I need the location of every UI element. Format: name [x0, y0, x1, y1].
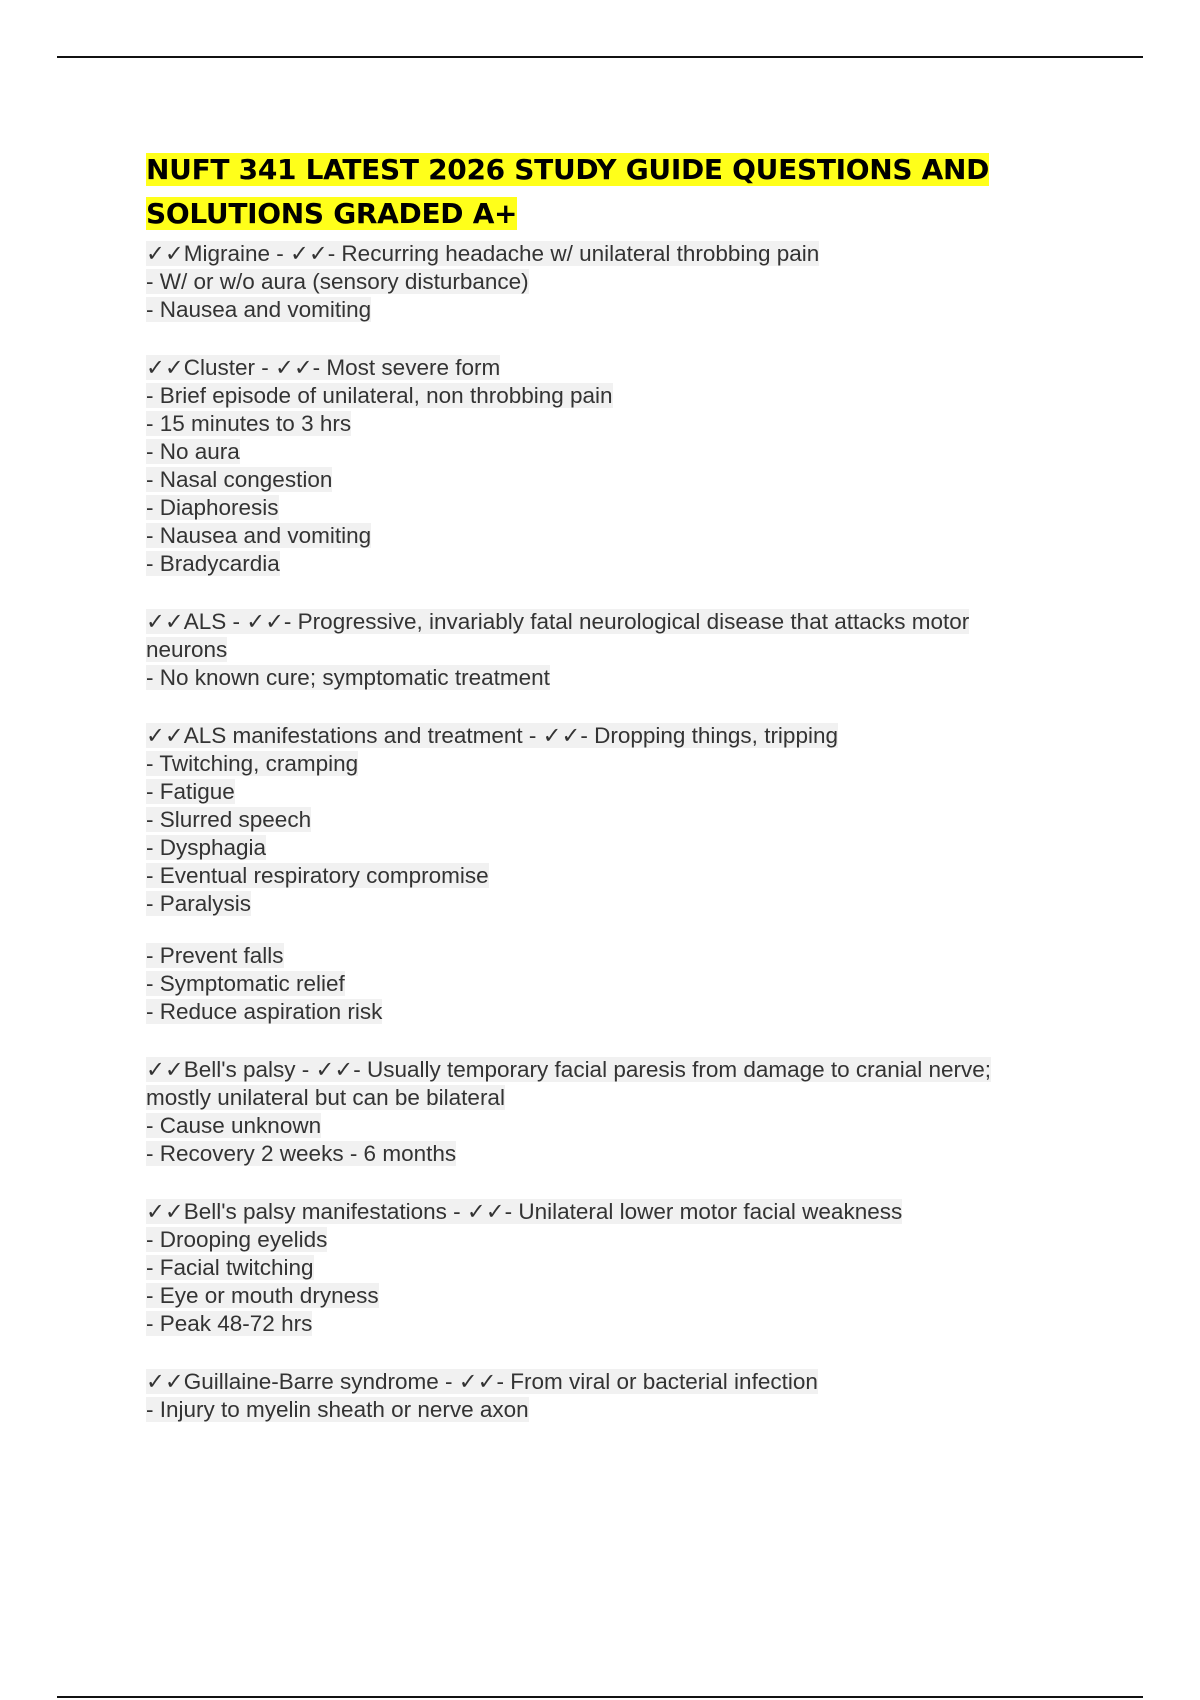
entry-line: - Recovery 2 weeks - 6 months [146, 1141, 457, 1166]
entry-line: - Bradycardia [146, 551, 280, 576]
entry-line: ✓✓Guillaine-Barre syndrome - ✓✓- From viral or bacterial infection [146, 1369, 818, 1394]
paragraph-gap [146, 918, 1086, 942]
entry-line: - Drooping eyelids [146, 1227, 328, 1252]
title-line-2: SOLUTIONS GRADED A+ [146, 197, 518, 230]
title-line-1: NUFT 341 LATEST 2026 STUDY GUIDE QUESTIONS AND [146, 153, 990, 186]
entry-bells-palsy-manifestations [146, 1198, 1086, 1338]
entry-line: ✓✓ALS - ✓✓- Progressive, invariably fatal neurological disease that attacks motor [146, 609, 970, 634]
entry-line: mostly unilateral but can be bilateral [146, 1085, 505, 1110]
entry-line: - No aura [146, 439, 240, 464]
entry-line: - Twitching, cramping [146, 751, 359, 776]
entry-als [146, 608, 1086, 692]
entry-line: - Peak 48-72 hrs [146, 1311, 313, 1336]
entry-line: ✓✓Cluster - ✓✓- Most severe form [146, 355, 501, 380]
entry-line: - 15 minutes to 3 hrs [146, 411, 352, 436]
entry-bells-palsy [146, 1056, 1086, 1168]
entry-line: - Cause unknown [146, 1113, 322, 1138]
entry-line: - Paralysis [146, 891, 252, 916]
top-rule [57, 56, 1143, 58]
entry-line: ✓✓Migraine - ✓✓- Recurring headache w/ unilateral throbbing pain [146, 241, 820, 266]
entry-als-manifestations [146, 722, 1086, 1026]
entry-line: - Brief episode of unilateral, non throbbing pain [146, 383, 613, 408]
entry-line: - Eventual respiratory compromise [146, 863, 489, 888]
entry-cluster [146, 354, 1086, 578]
entry-line: - Slurred speech [146, 807, 312, 832]
entry-line: - Nasal congestion [146, 467, 333, 492]
entry-line: - Nausea and vomiting [146, 523, 372, 548]
document-title [146, 148, 1086, 236]
entry-line: - No known cure; symptomatic treatment [146, 665, 550, 690]
document-body [146, 148, 1086, 1454]
entry-line: - Eye or mouth dryness [146, 1283, 379, 1308]
entry-guillain-barre [146, 1368, 1086, 1424]
entry-line: - Injury to myelin sheath or nerve axon [146, 1397, 529, 1422]
entry-line: ✓✓Bell's palsy manifestations - ✓✓- Unilateral lower motor facial weakness [146, 1199, 903, 1224]
bottom-rule [57, 1696, 1143, 1698]
entry-line: - Dysphagia [146, 835, 267, 860]
entry-line: - Nausea and vomiting [146, 297, 372, 322]
entry-line: neurons [146, 637, 228, 662]
entry-line: ✓✓ALS manifestations and treatment - ✓✓- Dropping things, tripping [146, 723, 838, 748]
entry-line: ✓✓Bell's palsy - ✓✓- Usually temporary facial paresis from damage to cranial nerve; [146, 1057, 992, 1082]
entry-line: - W/ or w/o aura (sensory disturbance) [146, 269, 529, 294]
entry-line: - Prevent falls [146, 943, 284, 968]
entry-line: - Symptomatic relief [146, 971, 345, 996]
entry-line: - Diaphoresis [146, 495, 279, 520]
entry-line: - Reduce aspiration risk [146, 999, 383, 1024]
entry-migraine [146, 240, 1086, 324]
entry-line: - Facial twitching [146, 1255, 314, 1280]
entry-line: - Fatigue [146, 779, 235, 804]
